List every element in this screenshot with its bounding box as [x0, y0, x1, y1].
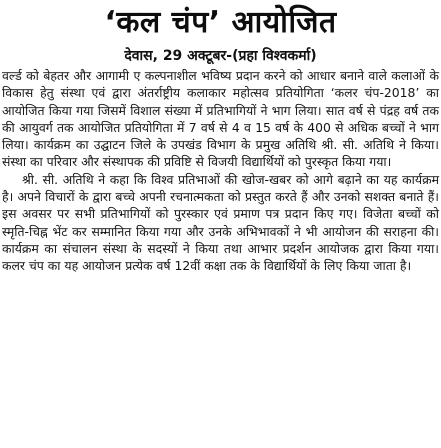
article-paragraph: वर्ल्ड को बेहतर और आगामी ए कल्पनाशील भविष्य प्रदान करने को आधार बनाने वाले कलाओं के विकास हेतु संस्था एवं द्वारा अंतर्राष्ट्रीय कलाकार महोत्सव प्रतियोगिता ‘कलर चंप-2018’ का आयोजित किया गया जिसमें विशाल संख्या में प्रतिभागियों ने भाग लिया। सात वर्ष से पंद्रह वर्ष तक की आयुवर्ग तक आयोजित प्रतियोगिता में 7 वर्ष से 4 व 15 वर्ष के 400 से अधिक बच्चों ने भाग लिया। कार्यक्रम का उद्घाटन जिले के उपखंड विभाग के प्रमुख अतिथि श्री. सी. अतिथि ने किया। संस्था का परिवार और संस्थापक की प्रविष्टि से विजयी विद्यार्थियों को पुरस्कृत किया गया। [2, 68, 439, 170]
article-paragraph: श्री. सी. अतिथि ने कहा कि विश्व प्रतिभाओं की खोज-खबर को आगे बढ़ाने का यह कार्यक्रम है। अपने विचारों के द्वारा बच्चे अपनी रचनात्मकता को प्रस्तुत करते हैं और उनको सशक्त बनाते हैं। इस अवसर पर सभी प्रतिभागियों को पुरस्कार एवं प्रमाण पत्र प्रदान किए गए। विजेता बच्चों को स्मृति-चिह्न भेंट कर सम्मानित किया गया और उनके अभिभावकों ने भी आयोजन की सराहना की। कार्यक्रम का संचालन संस्था के सदस्यों ने किया तथा आभार प्रदर्शन आयोजक द्वारा किया गया। कलर चंप का यह आयोजन प्रत्येक वर्ष 12वीं कक्षा तक के विद्यार्थियों के लिए किया जाता है। [2, 171, 439, 274]
article-dateline: देवास, 29 अक्टूबर-(प्रहा विश्वकर्मा) [124, 48, 317, 64]
article-body [2, 67, 439, 275]
article-headline: ‘कल चंप’ आयोजित [104, 5, 337, 40]
